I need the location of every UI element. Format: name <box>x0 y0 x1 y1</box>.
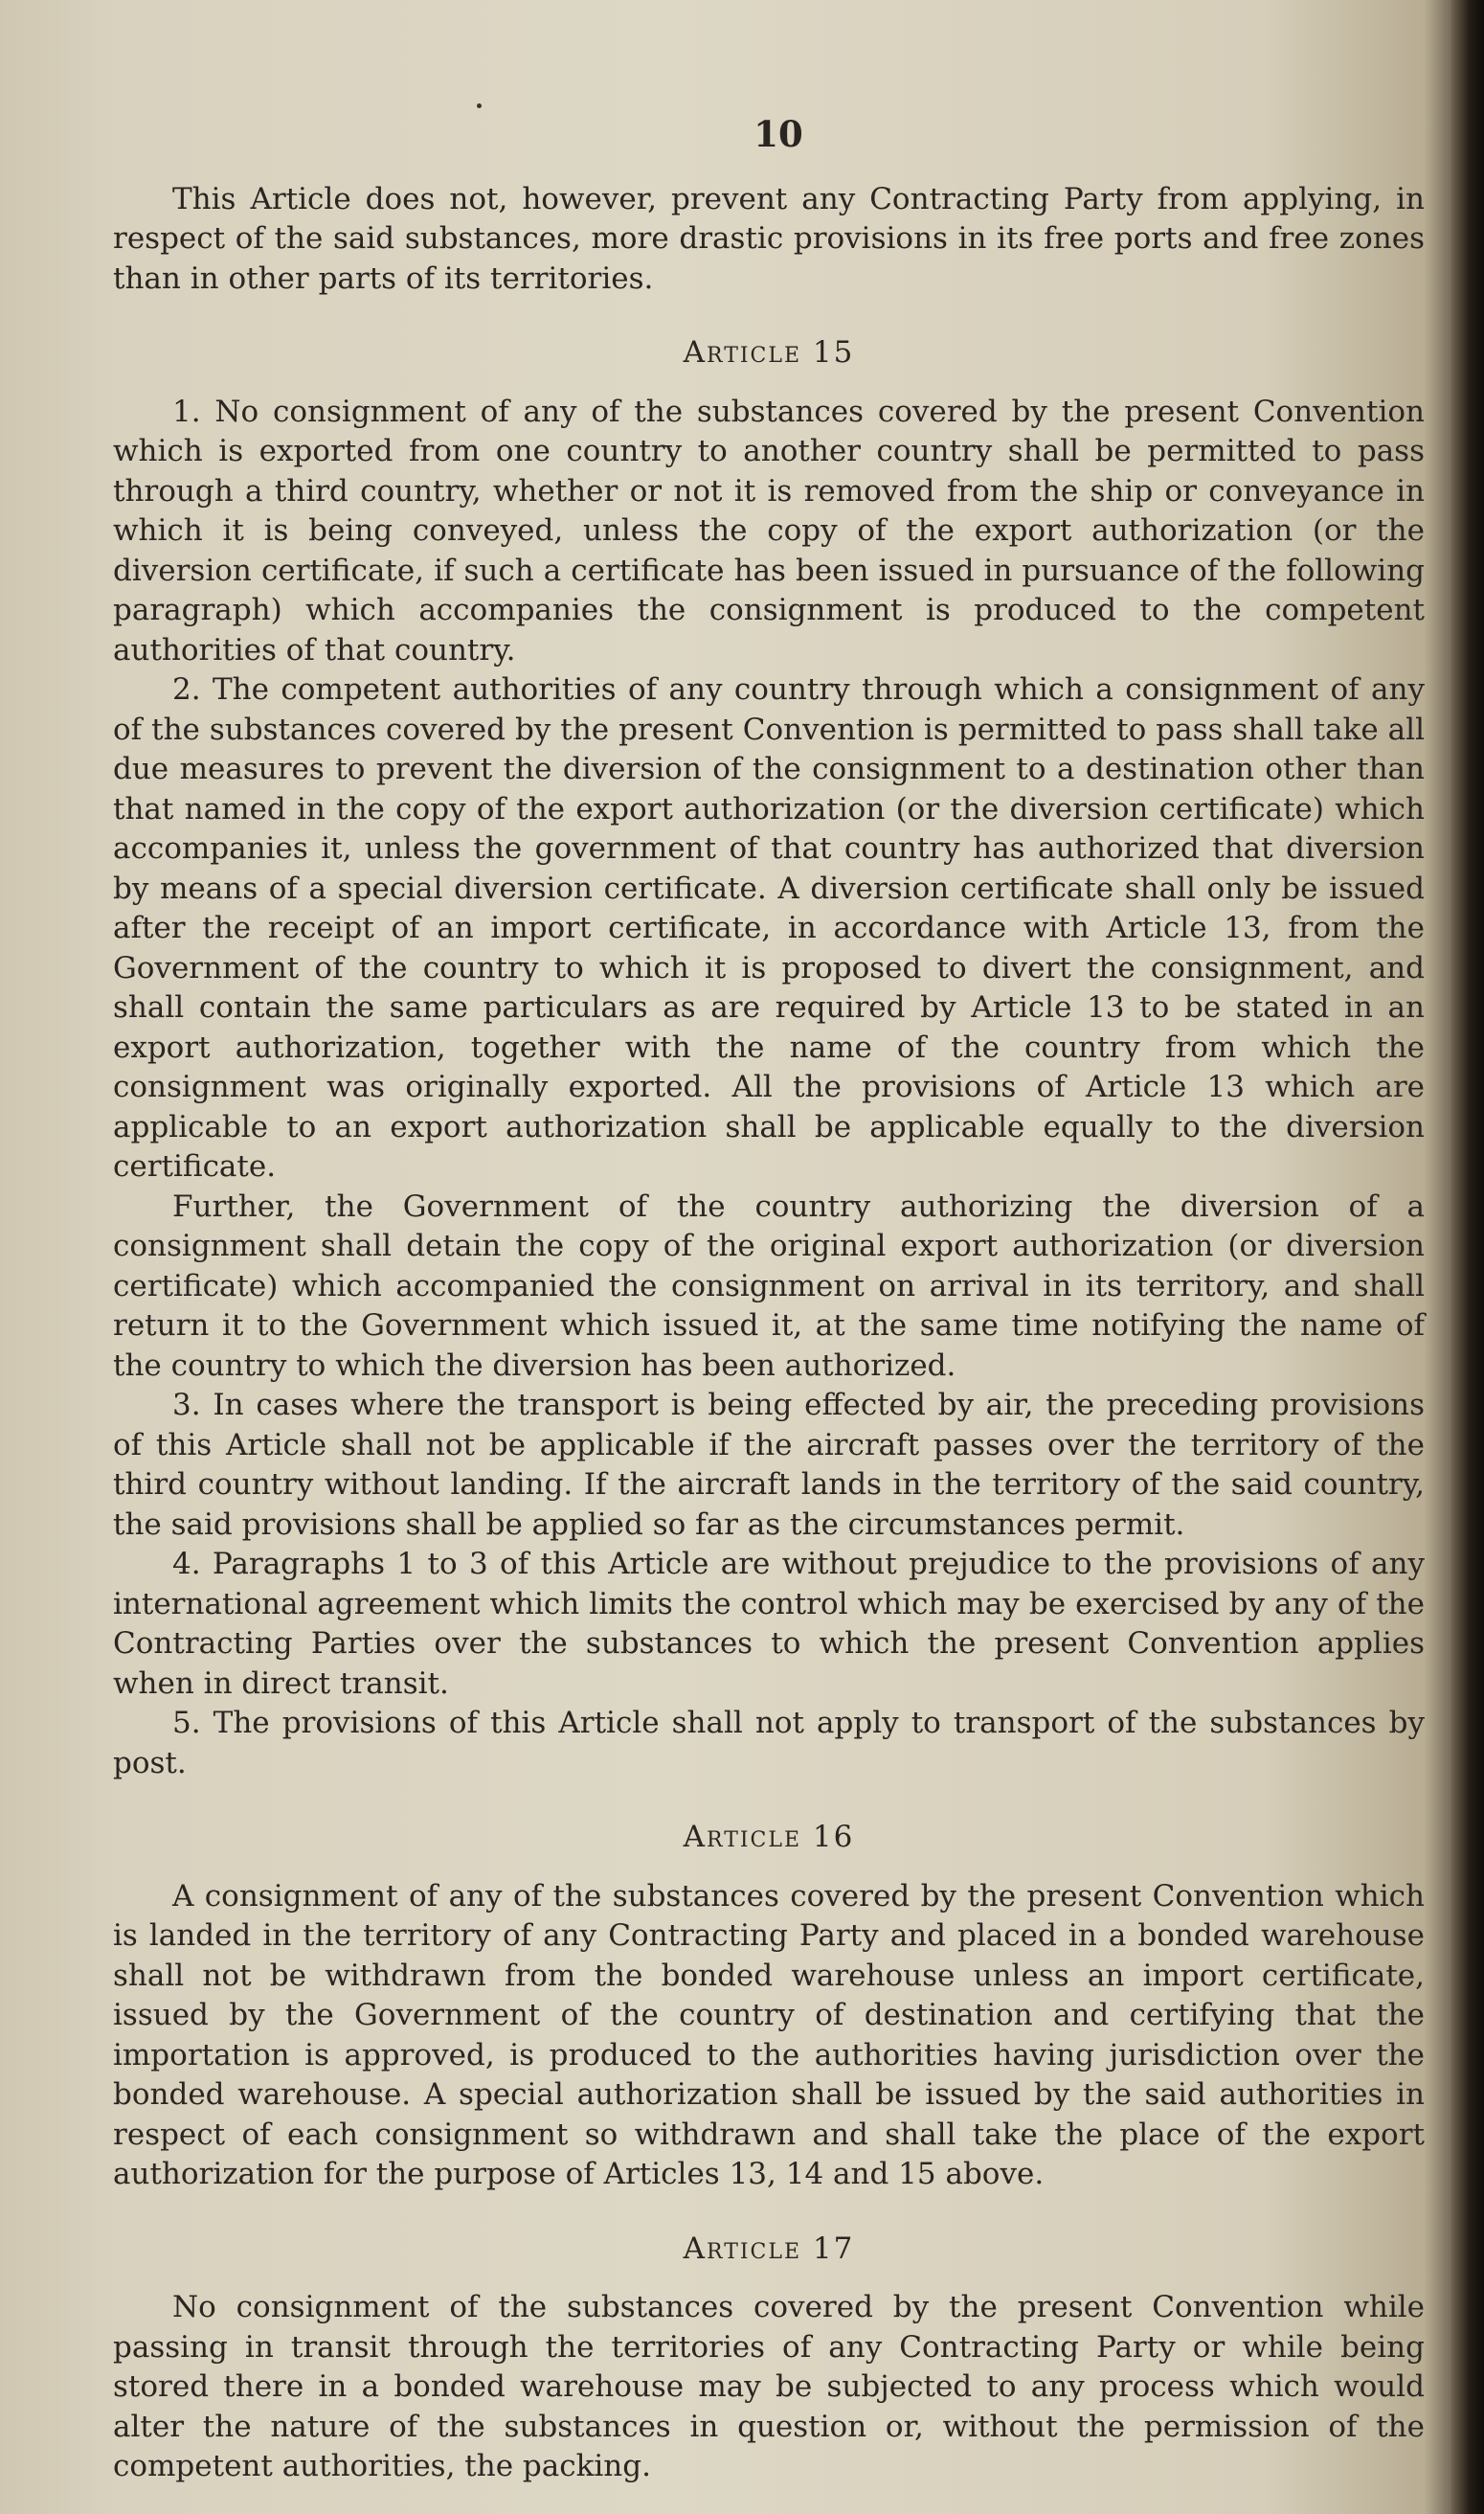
book-spine-shadow <box>1451 0 1484 2514</box>
page-speck <box>477 103 482 108</box>
page-content <box>113 115 1425 2487</box>
article-15-paragraph-further: Further, the Government of the country authorizing the diversion of a consignment shall detain the copy of the original export authorization (or diversion certificate) which accompanied the consignment on arrival in its territory, and shall return it to the Government which issued it, at the same time notifying the name of the country to which the diversion has been authorized. <box>113 1189 1425 1383</box>
article-15-paragraph-5: 5. The provisions of this Article shall not apply to transport of the substances by post. <box>113 1706 1425 1780</box>
article-17-paragraph: No consignment of the substances covered by the present Convention while passing in transit through the territories of any Contracting Party or while being stored there in a bonded warehouse may be subjected to any process which would alter the nature of the substances in question or, without the permission of the competent authorities, the packing. <box>113 2290 1425 2483</box>
page-number: 10 <box>753 113 803 155</box>
article-15-heading: Article 15 <box>683 335 855 370</box>
article-15-paragraph-2: 2. The competent authorities of any country through which a consignment of any of the substances covered by the present Convention is permitted to pass shall take all due measures to prevent the diversion of the consignment to a destination other than that named in the copy of the export authorization (or the diversion certificate) which accompanies it, unless the government of that country has authorized that diversion by means of a special diversion certificate. A diversion certificate shall only be issued after the receipt of an import certificate, in accordance with Article 13, from the Government of the country to which it is proposed to divert the consignment, and shall contain the same particulars as are required by Article 13 to be stated in an export authorization, together with the name of the country from which the consignment was originally exported. All the provisions of Article 13 which are applicable to an export authorization shall be applicable equally to the diversion certificate. <box>113 672 1425 1184</box>
article-16-heading: Article 16 <box>683 1820 855 1854</box>
article-16-paragraph: A consignment of any of the substances covered by the present Convention which is landed in the territory of any Contracting Party and placed in a bonded warehouse shall not be withdrawn from the bonded warehouse unless an import certificate, issued by the Government of the country of destination and certifying that the importation is approved, is produced to the authorities having jurisdiction over the bonded warehouse. A special authorization shall be issued by the said authorities in respect of each consignment so withdrawn and shall take the place of the export authorization for the purpose of Articles 13, 14 and 15 above. <box>113 1878 1425 2191</box>
article-15-paragraph-3: 3. In cases where the transport is being effected by air, the preceding provisions of this Article shall not be applicable if the aircraft passes over the territory of the third country without landing. If the aircraft lands in the territory of the said country, the said provisions shall be applied so far as the circumstances permit. <box>113 1388 1425 1542</box>
article-15-paragraph-4: 4. Paragraphs 1 to 3 of this Article are without prejudice to the provisions of any international agreement which limits the control which may be exercised by any of the Contracting Parties over the substances to which the present Convention applies when in direct transit. <box>113 1547 1425 1701</box>
article-15-paragraph-1: 1. No consignment of any of the substances covered by the present Convention which is exported from one country to another country shall be permitted to pass through a third country, whether or not it is removed from the ship or conveyance in which it is being conveyed, unless the copy of the export authorization (or the diversion certificate, if such a certificate has been issued in pursuance of the following paragraph) which accompanies the consignment is produced to the competent authorities of that country. <box>113 394 1425 668</box>
intro-paragraph: This Article does not, however, prevent any Contracting Party from applying, in respect of the said substances, more drastic provisions in its free ports and free zones than in other parts of its territories. <box>113 181 1425 296</box>
article-17-heading: Article 17 <box>683 2231 855 2266</box>
